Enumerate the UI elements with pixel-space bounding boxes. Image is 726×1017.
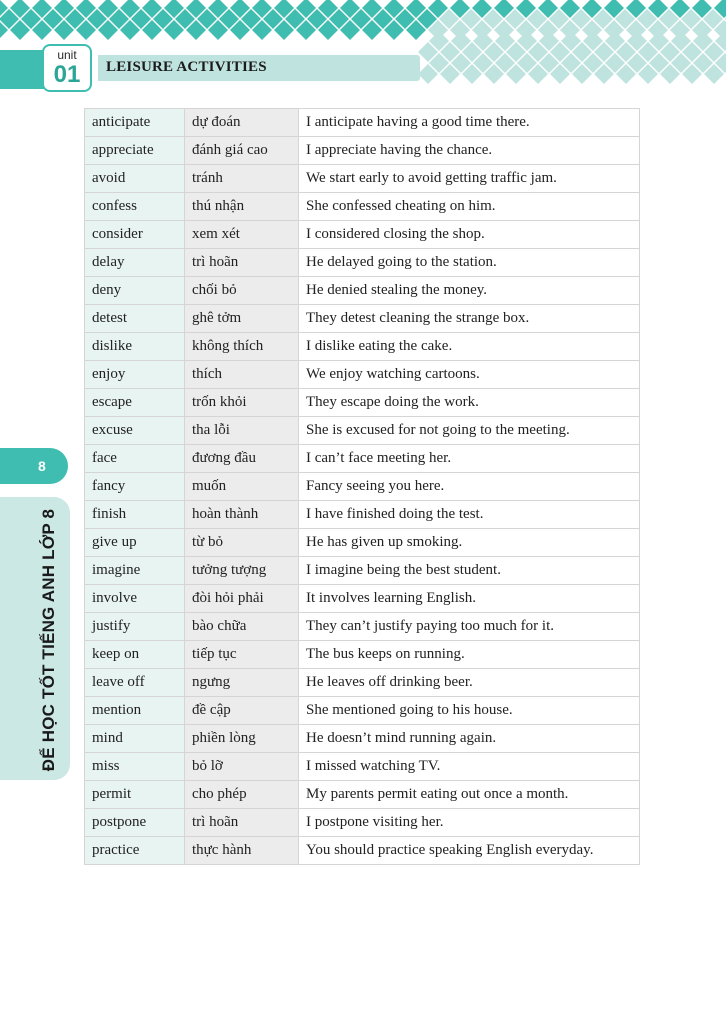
vocab-word-cell: excuse <box>85 417 185 445</box>
table-row <box>85 697 640 725</box>
vocab-meaning-cell: hoàn thành <box>185 501 299 529</box>
table-row <box>85 669 640 697</box>
vocab-example-cell: Fancy seeing you here. <box>299 473 640 501</box>
table-row <box>85 193 640 221</box>
vocab-meaning-cell: chối bỏ <box>185 277 299 305</box>
vocab-meaning-cell: thực hành <box>185 837 299 865</box>
table-row <box>85 613 640 641</box>
table-row <box>85 109 640 137</box>
vocab-meaning-cell: xem xét <box>185 221 299 249</box>
book-title: ĐỂ HỌC TỐT TIẾNG ANH LỚP 8 <box>39 508 58 772</box>
vocab-meaning-cell: đòi hỏi phải <box>185 585 299 613</box>
vocab-word-cell: consider <box>85 221 185 249</box>
vocab-example-cell: I can’t face meeting her. <box>299 445 640 473</box>
vocab-word-cell: dislike <box>85 333 185 361</box>
table-row <box>85 753 640 781</box>
vocab-example-cell: They detest cleaning the strange box. <box>299 305 640 333</box>
table-row <box>85 529 640 557</box>
unit-title: LEISURE ACTIVITIES <box>106 59 267 75</box>
vocab-word-cell: involve <box>85 585 185 613</box>
vocabulary-table <box>84 108 640 865</box>
unit-title-bar <box>98 55 420 81</box>
vocab-word-cell: avoid <box>85 165 185 193</box>
vocab-word-cell: fancy <box>85 473 185 501</box>
vocab-word-cell: anticipate <box>85 109 185 137</box>
vocab-example-cell: She mentioned going to his house. <box>299 697 640 725</box>
vocab-example-cell: He denied stealing the money. <box>299 277 640 305</box>
unit-badge <box>42 44 92 92</box>
vocab-example-cell: My parents permit eating out once a month. <box>299 781 640 809</box>
vocab-meaning-cell: đánh giá cao <box>185 137 299 165</box>
vocab-meaning-cell: tiếp tục <box>185 641 299 669</box>
table-row <box>85 501 640 529</box>
vocab-example-cell: We start early to avoid getting traffic jam. <box>299 165 640 193</box>
vocab-word-cell: delay <box>85 249 185 277</box>
table-row <box>85 725 640 753</box>
table-row <box>85 557 640 585</box>
vocab-example-cell: We enjoy watching cartoons. <box>299 361 640 389</box>
vocab-meaning-cell: tha lỗi <box>185 417 299 445</box>
vocab-meaning-cell: thích <box>185 361 299 389</box>
vocab-meaning-cell: trì hoãn <box>185 249 299 277</box>
vocab-word-cell: imagine <box>85 557 185 585</box>
table-row <box>85 389 640 417</box>
unit-tab-accent <box>0 50 44 89</box>
vocab-meaning-cell: ngưng <box>185 669 299 697</box>
table-row <box>85 277 640 305</box>
vocab-word-cell: deny <box>85 277 185 305</box>
vocab-word-cell: keep on <box>85 641 185 669</box>
vocab-word-cell: appreciate <box>85 137 185 165</box>
vocab-meaning-cell: bỏ lỡ <box>185 753 299 781</box>
vocab-example-cell: I postpone visiting her. <box>299 809 640 837</box>
vocab-example-cell: She confessed cheating on him. <box>299 193 640 221</box>
vocab-example-cell: He doesn’t mind running again. <box>299 725 640 753</box>
vocab-example-cell: He leaves off drinking beer. <box>299 669 640 697</box>
vocab-word-cell: permit <box>85 781 185 809</box>
vocab-example-cell: I appreciate having the chance. <box>299 137 640 165</box>
table-row <box>85 221 640 249</box>
unit-label: unit <box>57 48 77 62</box>
vocab-example-cell: I considered closing the shop. <box>299 221 640 249</box>
vocab-meaning-cell: thú nhận <box>185 193 299 221</box>
vocab-example-cell: It involves learning English. <box>299 585 640 613</box>
table-row <box>85 165 640 193</box>
vocab-meaning-cell: phiền lòng <box>185 725 299 753</box>
vocab-example-cell: The bus keeps on running. <box>299 641 640 669</box>
vocab-meaning-cell: trì hoãn <box>185 809 299 837</box>
vocab-word-cell: mention <box>85 697 185 725</box>
vocab-meaning-cell: đương đầu <box>185 445 299 473</box>
vocab-word-cell: detest <box>85 305 185 333</box>
vocab-word-cell: miss <box>85 753 185 781</box>
vocab-meaning-cell: không thích <box>185 333 299 361</box>
vocab-word-cell: postpone <box>85 809 185 837</box>
table-row <box>85 809 640 837</box>
vocab-meaning-cell: trốn khỏi <box>185 389 299 417</box>
vocab-meaning-cell: tránh <box>185 165 299 193</box>
vocab-word-cell: give up <box>85 529 185 557</box>
table-row <box>85 305 640 333</box>
page-number-tab <box>0 448 68 484</box>
book-title-tab <box>0 497 70 780</box>
table-row <box>85 417 640 445</box>
table-row <box>85 837 640 865</box>
vocab-meaning-cell: muốn <box>185 473 299 501</box>
unit-number: 01 <box>53 61 81 88</box>
vocab-word-cell: face <box>85 445 185 473</box>
vocab-example-cell: You should practice speaking English everyday. <box>299 837 640 865</box>
vocab-word-cell: mind <box>85 725 185 753</box>
vocab-example-cell: I missed watching TV. <box>299 753 640 781</box>
vocab-word-cell: enjoy <box>85 361 185 389</box>
page-number: 8 <box>38 458 46 474</box>
table-row <box>85 249 640 277</box>
vocab-word-cell: justify <box>85 613 185 641</box>
vocab-word-cell: finish <box>85 501 185 529</box>
vocab-meaning-cell: bào chữa <box>185 613 299 641</box>
vocab-example-cell: She is excused for not going to the meeting. <box>299 417 640 445</box>
vocab-word-cell: leave off <box>85 669 185 697</box>
table-row <box>85 137 640 165</box>
vocab-example-cell: They can’t justify paying too much for it. <box>299 613 640 641</box>
table-row <box>85 781 640 809</box>
table-row <box>85 361 640 389</box>
vocab-meaning-cell: đề cập <box>185 697 299 725</box>
vocab-meaning-cell: dự đoán <box>185 109 299 137</box>
vocab-example-cell: They escape doing the work. <box>299 389 640 417</box>
vocab-example-cell: He has given up smoking. <box>299 529 640 557</box>
vocab-meaning-cell: ghê tởm <box>185 305 299 333</box>
vocab-word-cell: confess <box>85 193 185 221</box>
table-row <box>85 445 640 473</box>
vocab-example-cell: I anticipate having a good time there. <box>299 109 640 137</box>
vocab-meaning-cell: cho phép <box>185 781 299 809</box>
vocab-word-cell: escape <box>85 389 185 417</box>
table-row <box>85 473 640 501</box>
table-row <box>85 585 640 613</box>
vocab-word-cell: practice <box>85 837 185 865</box>
vocab-example-cell: He delayed going to the station. <box>299 249 640 277</box>
vocab-meaning-cell: tưởng tượng <box>185 557 299 585</box>
table-row <box>85 333 640 361</box>
table-row <box>85 641 640 669</box>
vocab-example-cell: I have finished doing the test. <box>299 501 640 529</box>
vocab-example-cell: I imagine being the best student. <box>299 557 640 585</box>
vocab-example-cell: I dislike eating the cake. <box>299 333 640 361</box>
vocab-meaning-cell: từ bỏ <box>185 529 299 557</box>
